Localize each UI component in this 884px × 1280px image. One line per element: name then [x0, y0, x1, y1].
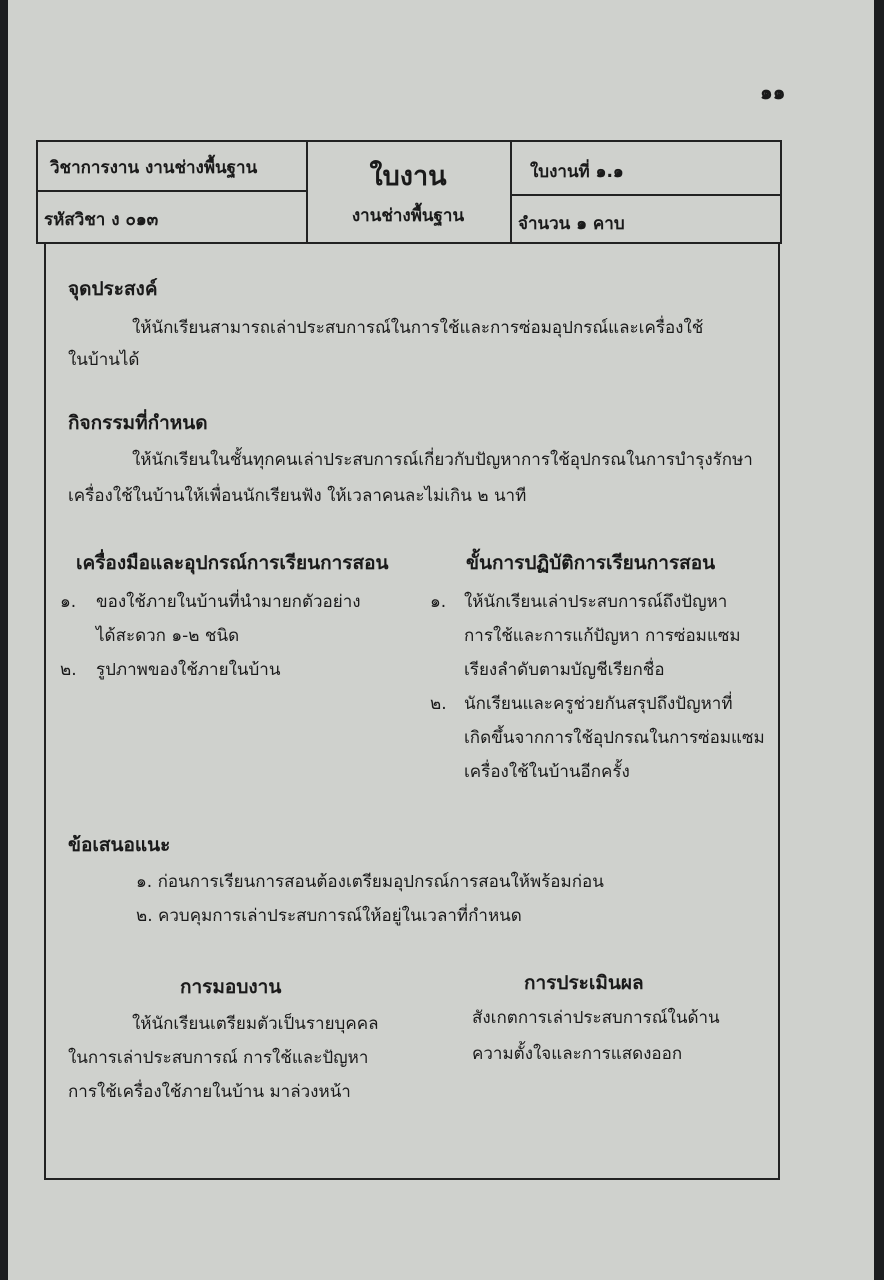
evaluation-heading: การประเมินผล — [524, 972, 644, 994]
page-number: ๑๑ — [760, 80, 786, 104]
activity-line: เครื่องใช้ในบ้านให้เพื่อนนักเรียนฟัง ให้เวลาคนละไม่เกิน ๒ นาที — [68, 486, 527, 506]
header-divider — [510, 194, 782, 196]
procedure-item-number: ๑. — [430, 592, 447, 612]
assignment-line: ให้นักเรียนเตรียมตัวเป็นรายบุคคล — [132, 1014, 379, 1034]
procedure-item-line: ให้นักเรียนเล่าประสบการณ์ถึงปัญหา — [464, 592, 728, 612]
materials-item-line: รูปภาพของใช้ภายในบ้าน — [96, 660, 281, 680]
suggestion-item: ๒. ควบคุมการเล่าประสบการณ์ให้อยู่ในเวลาที่กำหนด — [136, 906, 522, 926]
procedure-item-line: เรียงลำดับตามบัญชีเรียกชื่อ — [464, 660, 665, 680]
period-count: จำนวน ๑ คาบ — [518, 214, 625, 234]
materials-item-line: ของใช้ภายในบ้านที่นำมายกตัวอย่าง — [96, 592, 361, 612]
sheet-subtitle: งานช่างพื้นฐาน — [351, 206, 465, 226]
materials-item-line: ได้สะดวก ๑-๒ ชนิด — [96, 626, 240, 646]
evaluation-line: สังเกตการเล่าประสบการณ์ในด้าน — [472, 1008, 720, 1028]
worksheet-body — [44, 242, 780, 1180]
subject-name: วิชาการงาน งานช่างพื้นฐาน — [50, 158, 258, 178]
subject-code: รหัสวิชา ง ๐๑๓ — [44, 210, 159, 230]
sheet-number: ใบงานที่ ๑.๑ — [530, 162, 624, 182]
header-table — [36, 140, 782, 244]
activity-heading: กิจกรรมที่กำหนด — [68, 412, 208, 434]
objective-heading: จุดประสงค์ — [68, 278, 158, 300]
materials-heading: เครื่องมือและอุปกรณ์การเรียนการสอน — [76, 552, 389, 574]
procedure-item-line: เครื่องใช้ในบ้านอีกครั้ง — [464, 762, 630, 782]
header-divider — [510, 142, 512, 242]
objective-line: ให้นักเรียนสามารถเล่าประสบการณ์ในการใช้และการซ่อมอุปกรณ์และเครื่องใช้ — [132, 318, 704, 338]
sheet-title: ใบงาน — [369, 161, 447, 192]
assignment-line: ในการเล่าประสบการณ์ การใช้และปัญหา — [68, 1048, 369, 1068]
header-divider — [38, 190, 306, 192]
paper-page — [8, 0, 874, 1280]
materials-item-number: ๑. — [60, 592, 77, 612]
suggestions-heading: ข้อเสนอแนะ — [68, 834, 171, 856]
activity-line: ให้นักเรียนในชั้นทุกคนเล่าประสบการณ์เกี่ยวกับปัญหาการใช้อุปกรณในการบำรุงรักษา — [132, 450, 753, 470]
procedure-heading: ขั้นการปฏิบัติการเรียนการสอน — [466, 552, 716, 574]
procedure-item-line: การใช้และการแก้ปัญหา การซ่อมแซม — [464, 626, 741, 646]
suggestion-item: ๑. ก่อนการเรียนการสอนต้องเตรียมอุปกรณ์การสอนให้พร้อมก่อน — [136, 872, 604, 892]
materials-item-number: ๒. — [60, 660, 77, 680]
assignment-heading: การมอบงาน — [180, 976, 282, 998]
objective-line: ในบ้านได้ — [68, 350, 140, 370]
evaluation-line: ความตั้งใจและการแสดงออก — [472, 1044, 683, 1064]
procedure-item-line: นักเรียนและครูช่วยกันสรุปถึงปัญหาที่ — [464, 694, 733, 714]
procedure-item-line: เกิดขึ้นจากการใช้อุปกรณในการซ่อมแซม — [464, 728, 765, 748]
assignment-line: การใช้เครื่องใช้ภายในบ้าน มาล่วงหน้า — [68, 1082, 351, 1102]
procedure-item-number: ๒. — [430, 694, 447, 714]
